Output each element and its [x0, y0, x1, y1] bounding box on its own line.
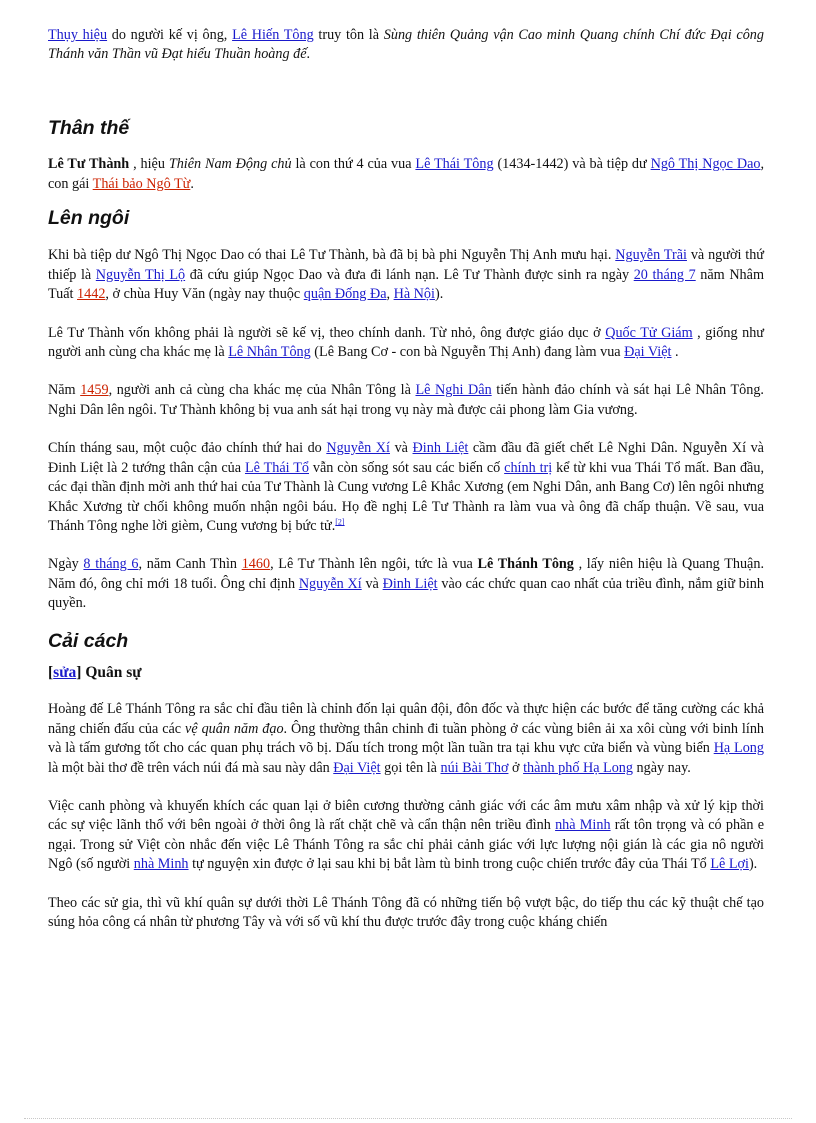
link-dai-viet-2[interactable]: Đại Việt — [333, 759, 381, 776]
link-dinh-liet-2[interactable]: Đinh Liệt — [382, 575, 438, 592]
link-1459[interactable]: 1459 — [80, 382, 109, 399]
paragraph-coup-1459: Năm 1459, người anh cả cùng cha khác mẹ của Nhân Tông là Lê Nghi Dân tiến hành đảo chính và sát hại Lê Nhân Tông. Nghi Dân lên ngôi. Tư Thành không bị vua anh sát hại trong vụ này mà được cải phong làm Gia vương. — [48, 382, 764, 418]
page-bottom-rule — [24, 1118, 792, 1119]
name-le-thanh-tong: Lê Thánh Tông — [477, 556, 574, 573]
link-nguyen-thi-lo[interactable]: Nguyễn Thị Lộ — [95, 266, 186, 283]
link-nguyen-trai[interactable]: Nguyễn Trãi — [615, 247, 687, 264]
link-1460[interactable]: 1460 — [241, 556, 271, 573]
heading-len-ngoi: Lên ngôi — [48, 207, 130, 230]
link-le-loi[interactable]: Lê Lợi — [710, 856, 749, 873]
link-le-nghi-dan[interactable]: Lê Nghi Dân — [415, 382, 492, 399]
footnote-2[interactable]: [2] — [335, 517, 345, 527]
paragraph-military-reform: Hoàng đế Lê Thánh Tông ra sắc chỉ đầu tiên là chỉnh đốn lại quân đội, đôn đốc và thực hiện các bước để tăng cường các khả năng chiến đấu của các vệ quân năm đạo. Ông thường thân chinh đi tuần phòng ở các vùng biên ải xa xôi cùng với binh lính và là tấm gương tốt cho các quan phụ trách võ bị. Dấu tích trong một lần tuần tra tại khu vực cửa biển và vùng biển Hạ Long là một bài thơ đề trên vách núi đá mà sau này dân Đại Việt gọi tên là núi Bài Thơ ở thành phố Hạ Long ngày nay. — [48, 701, 765, 776]
paragraph-accession: Ngày 8 tháng 6, năm Canh Thìn 1460, Lê Tư Thành lên ngôi, tức là vua Lê Thánh Tông , lấy niên hiệu là Quang Thuận. Năm đó, ông chỉ mới 18 tuổi. Ông chỉ định Nguyễn Xí và Đinh Liệt vào các chức quan cao nhất của triều đình, nắm giữ binh quyền. — [48, 556, 764, 612]
link-chinh-tri[interactable]: chính trị — [504, 459, 553, 476]
link-nguyen-xi[interactable]: Nguyễn Xí — [326, 440, 390, 457]
heading-than-the: Thân thế — [48, 116, 130, 139]
link-nha-minh-2[interactable]: nhà Minh — [133, 856, 189, 873]
section-title-quan-su: Quân sự — [81, 663, 142, 681]
heading-cai-cach: Cải cách — [48, 629, 129, 652]
link-nguyen-xi-2[interactable]: Nguyễn Xí — [298, 575, 362, 592]
link-quoc-tu-giam[interactable]: Quốc Tử Giám — [605, 324, 693, 341]
link-thuy-hieu[interactable]: Thụy hiệu — [48, 27, 108, 43]
link-nui-bai-tho[interactable]: núi Bài Thơ — [440, 759, 509, 776]
link-20-thang-7[interactable]: 20 tháng 7 — [633, 266, 696, 283]
link-1442[interactable]: 1442 — [77, 286, 106, 303]
name-le-tu-thanh: Lê Tư Thành — [48, 156, 130, 173]
heading-quan-su — [48, 663, 764, 682]
link-nha-minh[interactable]: nhà Minh — [555, 817, 611, 834]
paragraph-border-guard: Việc canh phòng và khuyến khích các quan lại ở biên cương thường cảnh giác với các âm mưu xâm nhập và xử lý kịp thời các sự việc lãnh thổ với bên ngoài ở thời ông là rất chặt chẽ và cẩn thận nên triều đình nhà Minh rất tôn trọng và có phần e ngại. Trong sử Việt còn nhắc đến việc Lê Thánh Tông ra sắc chỉ phải cảnh giác với lực lượng nội gián là các gia nô người Ngô (số người nhà Minh tự nguyện xin được ở lại sau khi bị bắt làm tù binh trong cuộc chiến trước đây của Thái Tổ Lê Lợi). — [48, 797, 765, 873]
link-8-thang-6[interactable]: 8 tháng 6 — [83, 556, 139, 573]
posthumous-title: Sùng thiên Quảng vận Cao minh Quang chính Chí đức Đại công Thánh văn Thần vũ Đạt hiếu Thuần hoàng đế — [48, 27, 764, 63]
link-le-hien-tong[interactable]: Lê Hiến Tông — [232, 27, 314, 43]
paragraph-education: Lê Tư Thành vốn không phải là người sẽ kế vị, theo chính danh. Từ nhỏ, ông được giáo dục ở Quốc Tử Giám , giống như người anh cùng cha khác mẹ là Lê Nhân Tông (Lê Bang Cơ - con bà Nguyễn Thị Anh) đang làm vua Đại Việt . — [48, 324, 765, 361]
link-quan-dong-da[interactable]: quận Đống Đa — [303, 286, 387, 303]
link-thai-bao-ngo-tu[interactable]: Thái bảo Ngô Từ — [92, 175, 191, 192]
paragraph-origin: Lê Tư Thành , hiệu Thiên Nam Động chủ là con thứ 4 của vua Lê Thái Tông (1434-1442) và bà tiệp dư Ngô Thị Ngọc Dao, con gái Thái bảo Ngô Từ. — [48, 156, 765, 192]
paragraph-weapons: Theo các sử gia, thì vũ khí quân sự dưới thời Lê Thánh Tông đã có những tiến bộ vượt bậc, do tiếp thu các kỹ thuật chế tạo súng hỏa công cá nhân từ phương Tây và với số vũ khí thu được trước đây trong cuộc kháng chiến — [48, 894, 764, 930]
paragraph-posthumous-title: Thụy hiệu do người kế vị ông, Lê Hiến Tông truy tôn là Sùng thiên Quảng vận Cao minh Quang chính Chí đức Đại công Thánh văn Thần vũ Đạt hiếu Thuần hoàng đế. — [48, 27, 764, 63]
edit-section-link[interactable]: sửa — [53, 663, 77, 681]
link-ha-noi[interactable]: Hà Nội — [393, 286, 435, 303]
link-le-thai-to[interactable]: Lê Thái Tổ — [244, 459, 309, 476]
link-thanh-pho-ha-long[interactable]: thành phố Hạ Long — [523, 759, 633, 776]
edit-section-bracket: [sửa] — [48, 663, 82, 681]
paragraph-birth: Khi bà tiệp dư Ngô Thị Ngọc Dao có thai Lê Tư Thành, bà đã bị bà phi Nguyễn Thị Anh mưu hại. Nguyễn Trãi và người thứ thiếp là Nguyễn Thị Lộ đã cứu giúp Ngọc Dao và đưa đi lánh nạn. Lê Tư Thành được sinh ra ngày 20 tháng 7 năm Nhâm Tuất 1442, ở chùa Huy Văn (ngày nay thuộc quận Đống Đa, Hà Nội). — [48, 247, 764, 303]
article-body — [48, 26, 764, 932]
link-ha-long[interactable]: Hạ Long — [713, 740, 764, 757]
paragraph-second-coup: Chín tháng sau, một cuộc đảo chính thứ hai do Nguyễn Xí và Đinh Liệt cầm đầu đã giết chết Lê Nghi Dân. Nguyễn Xí và Đinh Liệt là 2 tướng thân cận của Lê Thái Tổ vẫn còn sống sót sau các biến cố chính trị kể từ khi vua Thái Tổ mất. Ban đầu, các đại thần định mời anh thứ hai của Tư Thành là Cung vương Lê Khắc Xương (em Nghi Dân, anh Bang Cơ) lên ngôi nhưng Khắc Xương từ chối không muốn nhận ngôi báu. Họ đề nghị Lê Tư Thành ra làm vua và ông đã chấp thuận. Về sau, vua Thánh Tông nghe lời gièm, Cung vương bị bức tử.[2] — [48, 440, 764, 534]
link-dinh-liet[interactable]: Đinh Liệt — [412, 440, 469, 457]
link-dai-viet[interactable]: Đại Việt — [624, 344, 672, 361]
link-le-nhan-tong[interactable]: Lê Nhân Tông — [228, 344, 311, 361]
link-ngo-thi-ngoc-dao[interactable]: Ngô Thị Ngọc Dao — [650, 156, 761, 173]
link-le-thai-tong[interactable]: Lê Thái Tông — [415, 156, 494, 173]
